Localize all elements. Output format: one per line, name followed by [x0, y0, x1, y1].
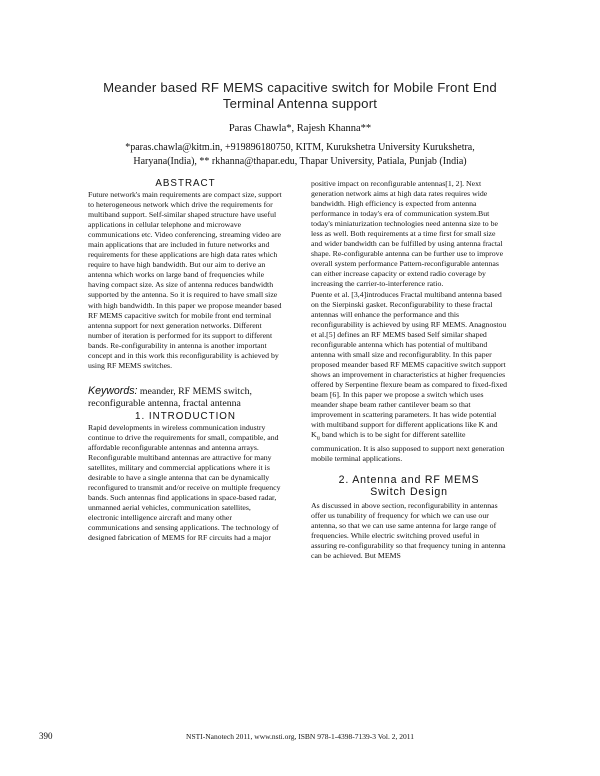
authors: Paras Chawla*, Rajesh Khanna** — [228, 123, 372, 134]
right-paragraph-2-text: Puente et al. [3,4]introduces Fractal multiband antenna based on the Sierpinski gasket. Reconfigurability to these fractal antennas will enhance the performance and this reconfigurability is achieved by using RF MEMS. Anagnostou et al.[5] defines an RF MEMS based Self similar shaped reconfigurable antenna which has potential of multiband antenna with small size and reconfigurablity. In this paper proposed meander based RF MEMS capacitive switch support shows an improvement in characteristics at higher frequencies offered by Serpentine flexure beam as compared to fixed-fixed beam [6]. In this paper we propose a switch which uses meander shape beam rather cantilever beam so that improvement in scattering parameters. It has wide potential with multiband support for different applications like K and K — [311, 289, 507, 440]
keywords-text: meander, RF MEMS switch, reconfigurable antenna, fractal antenna — [88, 385, 252, 410]
abstract-heading: ABSTRACT — [155, 178, 216, 189]
keywords — [88, 385, 283, 411]
section-2-text: As discussed in above section, reconfigurability in antennas offer us tunability of frequency for which we can use our antenna, so that we can use same antenna for large range of frequencies. While electric switching proved useful in assuring re-configurability so that frequency tuning in antenna can be achieved. But MEMS — [311, 500, 506, 561]
abstract-text: Future network's main requirements are compact size, support to heterogeneous network which drive the requirements for multiband support. Self-similar shaped structure have useful applications in cellular telephone and microwave communications etc. Video conferencing, streaming video are main applications that are included in future networks and requirements for these applications are high data rates which require to have high bandwidth. But our aim to derive an antenna which works on large band of frequencies while having compact size. As size of antenna reduces bandwidth supported by the antenna. So it is required to have small size with high bandwidth. In this paper we propose meander based RF MEMS capacitive switch for mobile front end terminal antenna support for next generation networks. Different number of iteration is performed for its support to different bands. Re-configurability in antenna is another important concept and in this work this reconfigurability is achieved by using RF MEMS switches. — [88, 190, 282, 370]
section-2-heading — [311, 474, 507, 499]
paper-title — [60, 80, 540, 112]
paper-title-line-2: Terminal Antenna support — [222, 96, 378, 111]
footer-citation: NSTI-Nanotech 2011, www.nsti.org, ISBN 978-1-4398-7139-3 Vol. 2, 2011 — [186, 732, 414, 741]
affiliation — [80, 141, 520, 169]
keywords-label: Keywords: — [88, 384, 138, 397]
introduction-text: Rapid developments in wireless communication industry continue to drive the requirements for small, compatible, and affordable reconfigurable antennas and antenna arrays. Reconfigurable multiband antennas are attractive for many satellites, military and commercial applications where it is desirable to have a single antenna that can be dynamically reconfigured to transmit and/or receive on multiple frequency bands. Such antennas find applications in space-based radar, unmanned aerial vehicles, communication satellites, electronic intelligence aircraft and many other communications and sensing applications. The technology of designed fabrication of MEMS for RF circuits had a major — [88, 422, 281, 543]
section-2-heading-line-1: 2. Antenna and RF MEMS — [338, 473, 480, 486]
ku-subscript: u — [316, 434, 320, 442]
right-paragraph-1: positive impact on reconfigurable antennas[1, 2]. Next generation network aims at high data rates requires wide bandwidth. High efficiency is expected from antenna performance in today's era of communication system.But today's miniaturization technologies need antenna size to be less as well. Both requirements at a time first for small size and wider bandwidth can be fulfilled by using antenna fractal shape. Re-configurable antenna can be further use to improve overall system performance Pattern-reconfigurable antennas can either increase capacity or extend radio coverage by increasing the carrier-to-interference ratio. — [311, 179, 504, 289]
introduction-heading: 1. INTRODUCTION — [135, 410, 236, 422]
page-number: 390 — [39, 731, 53, 741]
left-column — [88, 178, 283, 543]
right-paragraph-2-tail: band which is to be sight for different satellite communication. It is also supposed to support next generation mobile terminal applications. — [311, 430, 505, 463]
affiliation-line-1: *paras.chawla@kitm.in, +919896180750, KITM, Kurukshetra University Kurukshetra, — [125, 142, 475, 153]
affiliation-line-2: Haryana(India), ** rkhanna@thapar.edu, Thapar University, Patiala, Punjab (India) — [133, 156, 467, 167]
paper-title-line-1: Meander based RF MEMS capacitive switch for Mobile Front End — [103, 80, 497, 95]
section-2-heading-line-2: Switch Design — [370, 486, 448, 499]
right-column — [311, 179, 507, 561]
right-paragraph-2 — [311, 290, 507, 464]
